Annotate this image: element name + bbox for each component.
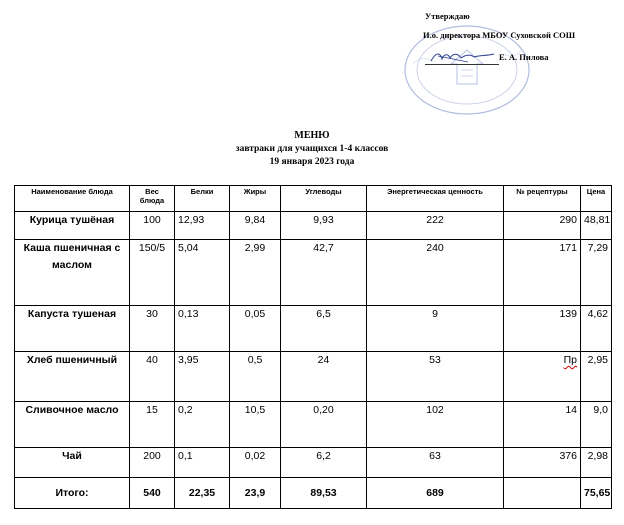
dish-price: 7,29 bbox=[581, 240, 612, 306]
dish-fat: 9,84 bbox=[230, 212, 281, 240]
menu-date: 19 января 2023 года bbox=[269, 157, 355, 167]
column-header: Белки bbox=[175, 186, 230, 212]
column-header: Цена bbox=[581, 186, 612, 212]
column-header: Вес блюда bbox=[130, 186, 175, 212]
dish-fat: 0,02 bbox=[230, 448, 281, 478]
dish-fat: 2,99 bbox=[230, 240, 281, 306]
total-price: 75,65 bbox=[581, 478, 612, 509]
dish-weight: 40 bbox=[130, 352, 175, 402]
total-recipe bbox=[504, 478, 581, 509]
dish-recipe bbox=[504, 352, 581, 402]
total-energy: 689 bbox=[367, 478, 504, 509]
dish-carbs: 24 bbox=[281, 352, 367, 402]
dish-weight: 200 bbox=[130, 448, 175, 478]
dish-protein: 0,1 bbox=[175, 448, 230, 478]
dish-price: 4,62 bbox=[581, 306, 612, 352]
dish-recipe: 290 bbox=[504, 212, 581, 240]
dish-price: 2,95 bbox=[581, 352, 612, 402]
dish-name: Сливочное масло bbox=[15, 402, 130, 448]
dish-recipe: 139 bbox=[504, 306, 581, 352]
total-row bbox=[15, 478, 612, 509]
dish-carbs: 6,2 bbox=[281, 448, 367, 478]
dish-name: Каша пшеничная с маслом bbox=[15, 240, 130, 306]
menu-table bbox=[14, 185, 612, 509]
table-row bbox=[15, 448, 612, 478]
dish-carbs: 9,93 bbox=[281, 212, 367, 240]
dish-carbs: 42,7 bbox=[281, 240, 367, 306]
dish-protein: 5,04 bbox=[175, 240, 230, 306]
menu-subtitle: завтраки для учащихся 1-4 классов bbox=[235, 144, 389, 154]
dish-name: Капуста тушеная bbox=[15, 306, 130, 352]
dish-name: Хлеб пшеничный bbox=[15, 352, 130, 402]
dish-energy: 9 bbox=[367, 306, 504, 352]
total-protein: 22,35 bbox=[175, 478, 230, 509]
approval-position: И.о. директора МБОУ Суховской СОШ bbox=[423, 30, 576, 40]
dish-protein: 12,93 bbox=[175, 212, 230, 240]
dish-fat: 10,5 bbox=[230, 402, 281, 448]
dish-energy: 53 bbox=[367, 352, 504, 402]
dish-carbs: 0,20 bbox=[281, 402, 367, 448]
table-row bbox=[15, 240, 612, 306]
dish-recipe: 14 bbox=[504, 402, 581, 448]
dish-energy: 102 bbox=[367, 402, 504, 448]
dish-weight: 15 bbox=[130, 402, 175, 448]
dish-name: Курица тушёная bbox=[15, 212, 130, 240]
column-header: Углеводы bbox=[281, 186, 367, 212]
approval-name: Е. А. Пилова bbox=[499, 52, 549, 62]
table-row bbox=[15, 212, 612, 240]
dish-energy: 222 bbox=[367, 212, 504, 240]
dish-weight: 150/5 bbox=[130, 240, 175, 306]
column-header: Жиры bbox=[230, 186, 281, 212]
dish-energy: 63 bbox=[367, 448, 504, 478]
total-fat: 23,9 bbox=[230, 478, 281, 509]
column-header: № рецептуры bbox=[504, 186, 581, 212]
column-header: Наименование блюда bbox=[15, 186, 130, 212]
dish-fat: 0,05 bbox=[230, 306, 281, 352]
dish-recipe: 376 bbox=[504, 448, 581, 478]
recipe-text: Пр bbox=[563, 354, 577, 366]
menu-title: МЕНЮ bbox=[294, 130, 330, 141]
dish-weight: 30 bbox=[130, 306, 175, 352]
approval-block bbox=[403, 6, 608, 114]
table-row bbox=[15, 402, 612, 448]
dish-energy: 240 bbox=[367, 240, 504, 306]
approval-title: Утверждаю bbox=[425, 11, 470, 21]
dish-protein: 0,13 bbox=[175, 306, 230, 352]
dish-fat: 0,5 bbox=[230, 352, 281, 402]
dish-price: 48,81 bbox=[581, 212, 612, 240]
column-header: Энергетическая ценность bbox=[367, 186, 504, 212]
dish-weight: 100 bbox=[130, 212, 175, 240]
signature-line bbox=[425, 64, 499, 65]
total-weight: 540 bbox=[130, 478, 175, 509]
dish-protein: 0,2 bbox=[175, 402, 230, 448]
dish-name: Чай bbox=[15, 448, 130, 478]
table-row bbox=[15, 306, 612, 352]
signature bbox=[428, 50, 498, 64]
dish-protein: 3,95 bbox=[175, 352, 230, 402]
total-carbs: 89,53 bbox=[281, 478, 367, 509]
total-label: Итого: bbox=[15, 478, 130, 509]
dish-price: 2,98 bbox=[581, 448, 612, 478]
table-row bbox=[15, 352, 612, 402]
dish-recipe: 171 bbox=[504, 240, 581, 306]
dish-carbs: 6,5 bbox=[281, 306, 367, 352]
dish-price: 9,0 bbox=[581, 402, 612, 448]
table-header-row bbox=[15, 186, 612, 212]
